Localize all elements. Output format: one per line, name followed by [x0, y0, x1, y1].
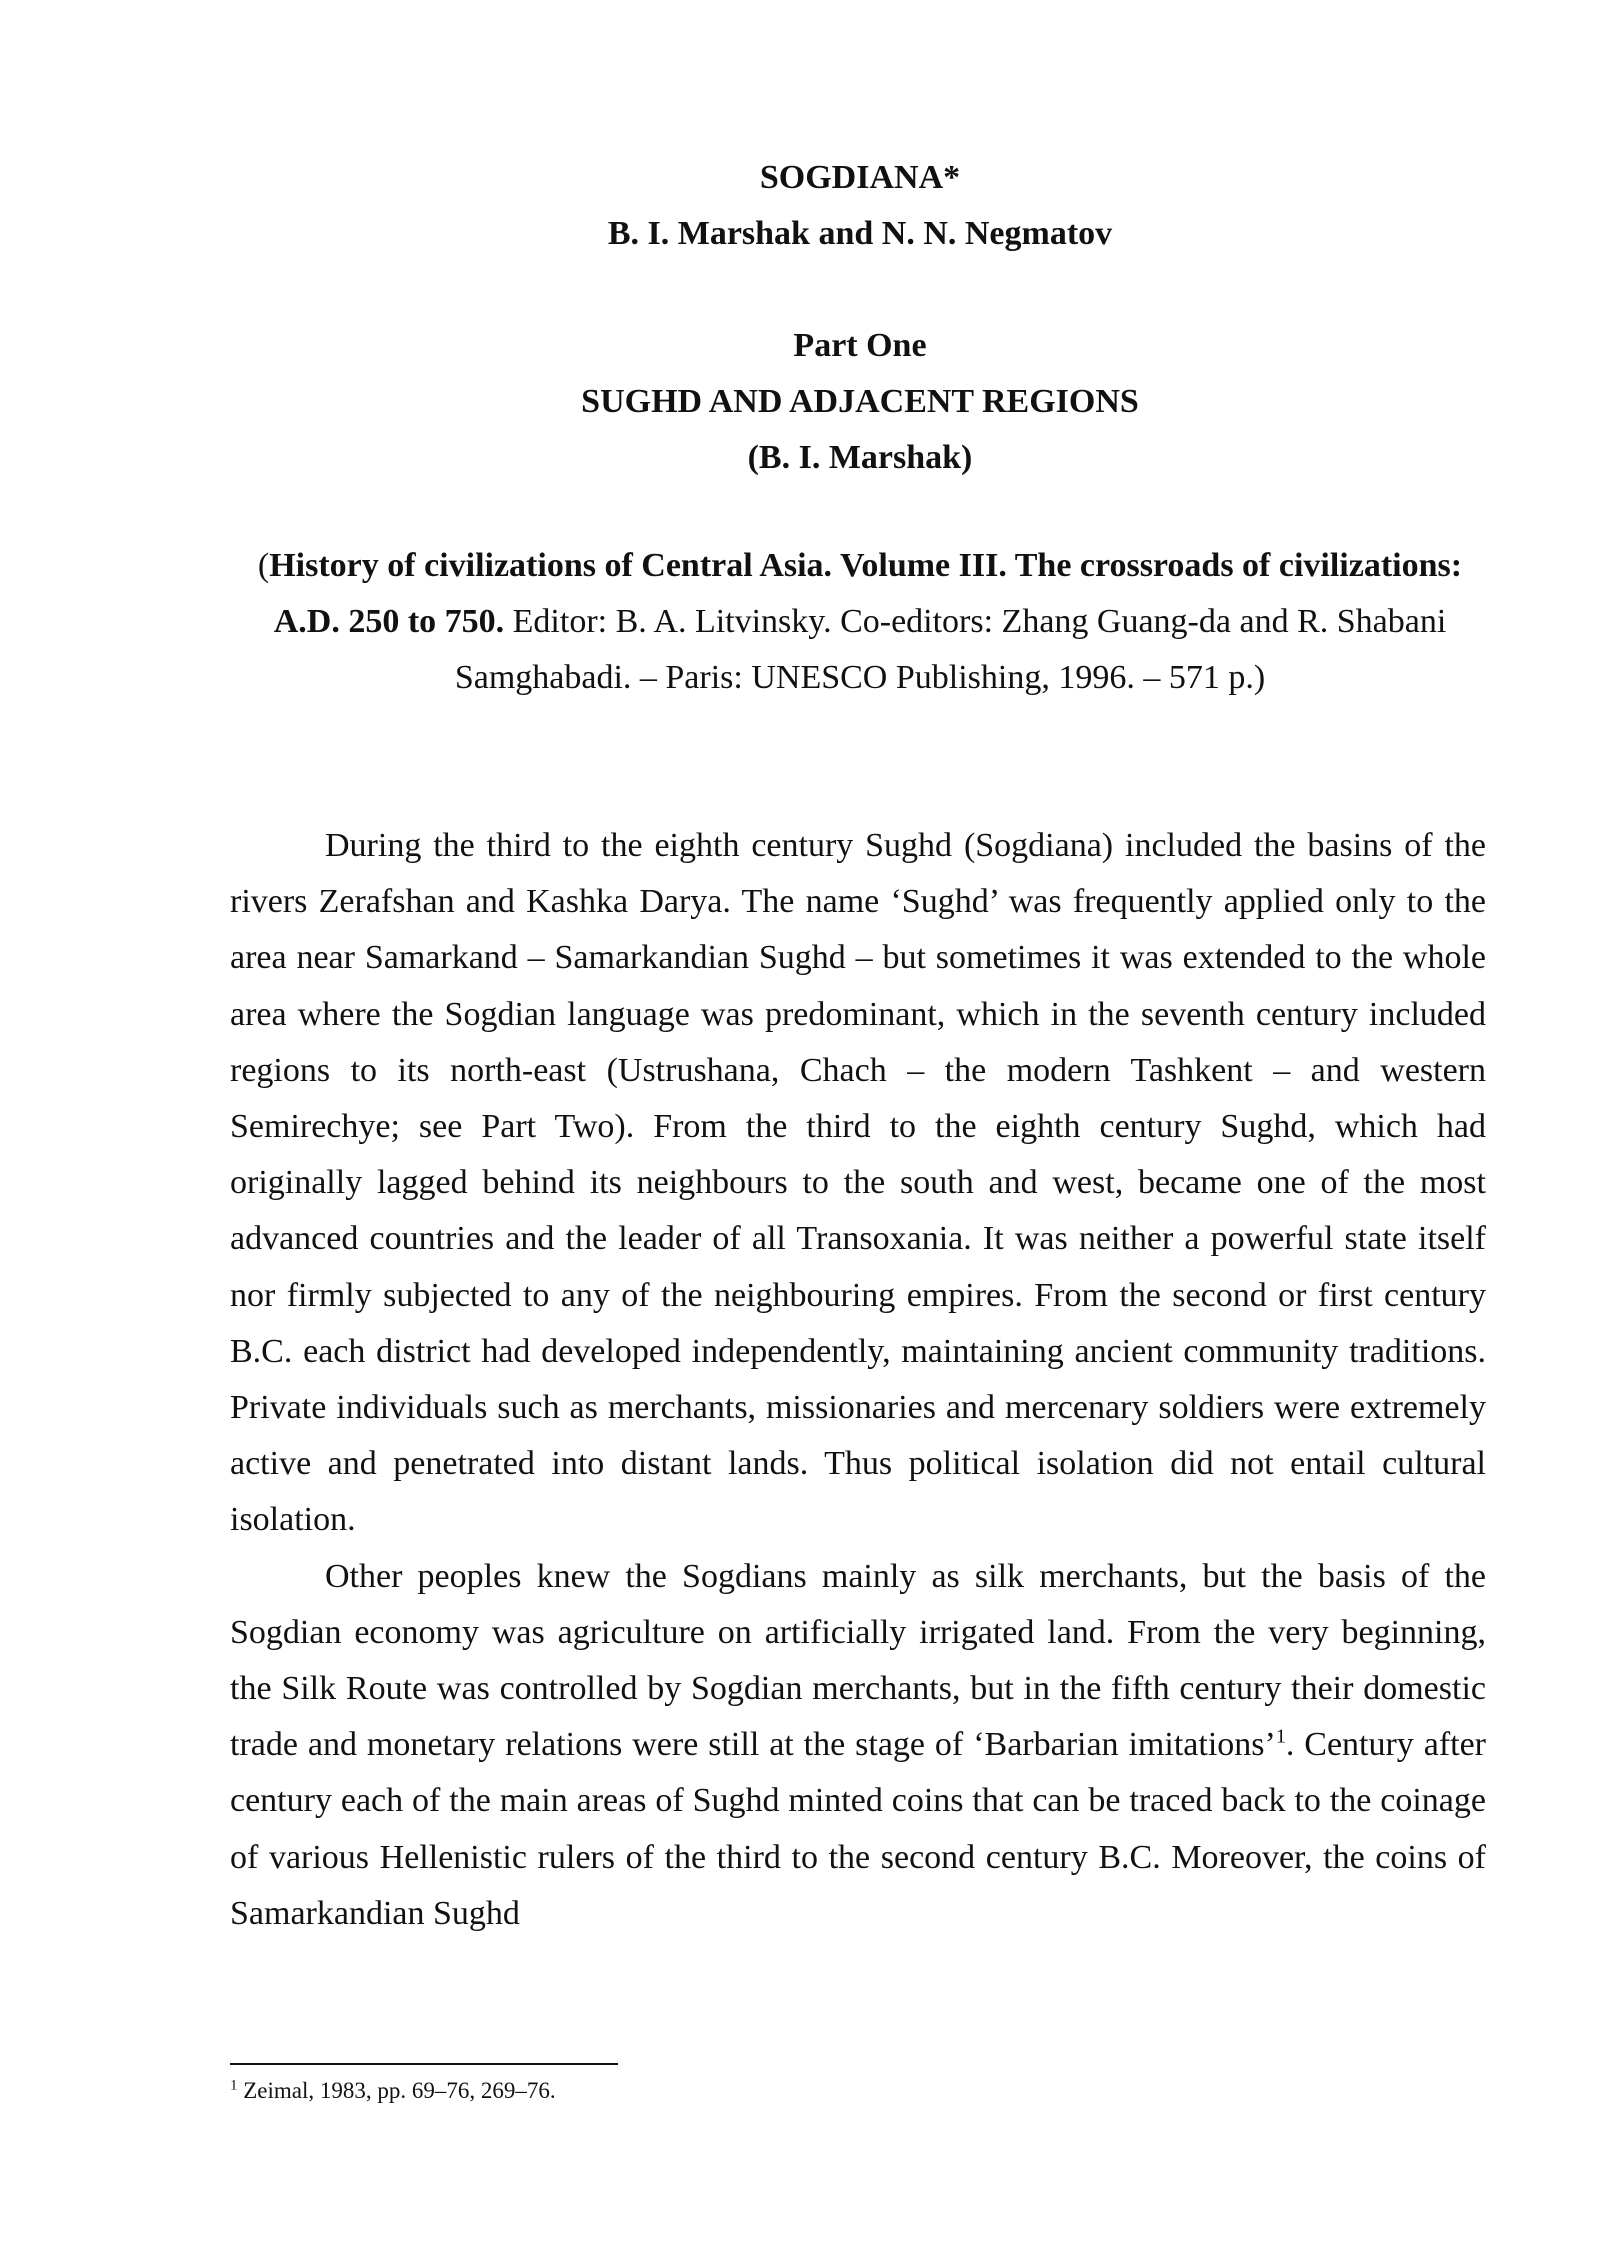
citation-publication-details: Editor: B. A. Litvinsky. Co-editors: Zhang Guang-da and R. Shabani Samghabadi. – Paris: UNESCO Publishing, 1996. – 571 p.) [454, 603, 1447, 696]
paragraph-2-text-before-note: Other peoples knew the Sogdians mainly as silk merchants, but the basis of the Sogdian economy was agriculture on artificially irrigated land. From the very beginning, the Silk Route was controlled by Sogdian merchants, but in the fifth century their domestic trade and monetary relations were still at the stage of ‘Barbarian imitations’ [230, 1557, 1486, 1764]
part-header [230, 318, 1490, 486]
footnote-1 [230, 2076, 1330, 2106]
paragraph-2-text-after-note: . Century after century each of the main areas of Sughd minted coins that can be traced back to the coinage of various Hellenistic rulers of the third to the second century B.C. Moreover, the coins of Samarkandian Sughd [230, 1726, 1487, 1932]
part-title: SUGHD AND ADJACENT REGIONS [581, 383, 1139, 420]
footnote-text: Zeimal, 1983, pp. 69–76, 269–76. [237, 2078, 556, 2103]
source-citation [230, 538, 1490, 706]
footnote-reference-1[interactable]: 1 [1275, 1725, 1286, 1748]
part-label: Part One [793, 327, 927, 364]
article-header [230, 150, 1490, 262]
citation-book-title: History of civilizations of Central Asia. Volume III. The crossroads of civilizations: A.D. 250 to 750. [269, 547, 1463, 640]
article-title: SOGDIANA* [759, 159, 961, 196]
part-author: (B. I. Marshak) [747, 439, 973, 476]
article-authors: B. I. Marshak and N. N. Negmatov [607, 215, 1113, 252]
footnote-marker: 1 [230, 2077, 238, 2094]
body-text [230, 818, 1486, 1942]
footnote-separator [230, 2063, 618, 2065]
body-paragraph-1: During the third to the eighth century Sughd (Sogdiana) included the basins of the rivers Zerafshan and Kashka Darya. The name ‘Sughd’ was frequently applied only to the area near Samarkand – Samarkandian Sughd – but sometimes it was extended to the whole area where the Sogdian language was predominant, which in the seventh century included regions to its north-east (Ustrushana, Chach – the modern Tashkent – and western Semirechye; see Part Two). From the third to the eighth century Sughd, which had originally lagged behind its neighbours to the south and west, became one of the most advanced countries and the leader of all Transoxania. It was neither a powerful state itself nor firmly subjected to any of the neighbouring empires. From the second or first century B.C. each district had developed independently, maintaining ancient community traditions. Private individuals such as merchants, missionaries and mercenary soldiers were extremely active and penetrated into distant lands. Thus political isolation did not entail cultural isolation. [230, 827, 1486, 1539]
body-paragraph-2 [230, 1549, 1486, 1942]
citation-open-paren: ( [257, 547, 270, 584]
